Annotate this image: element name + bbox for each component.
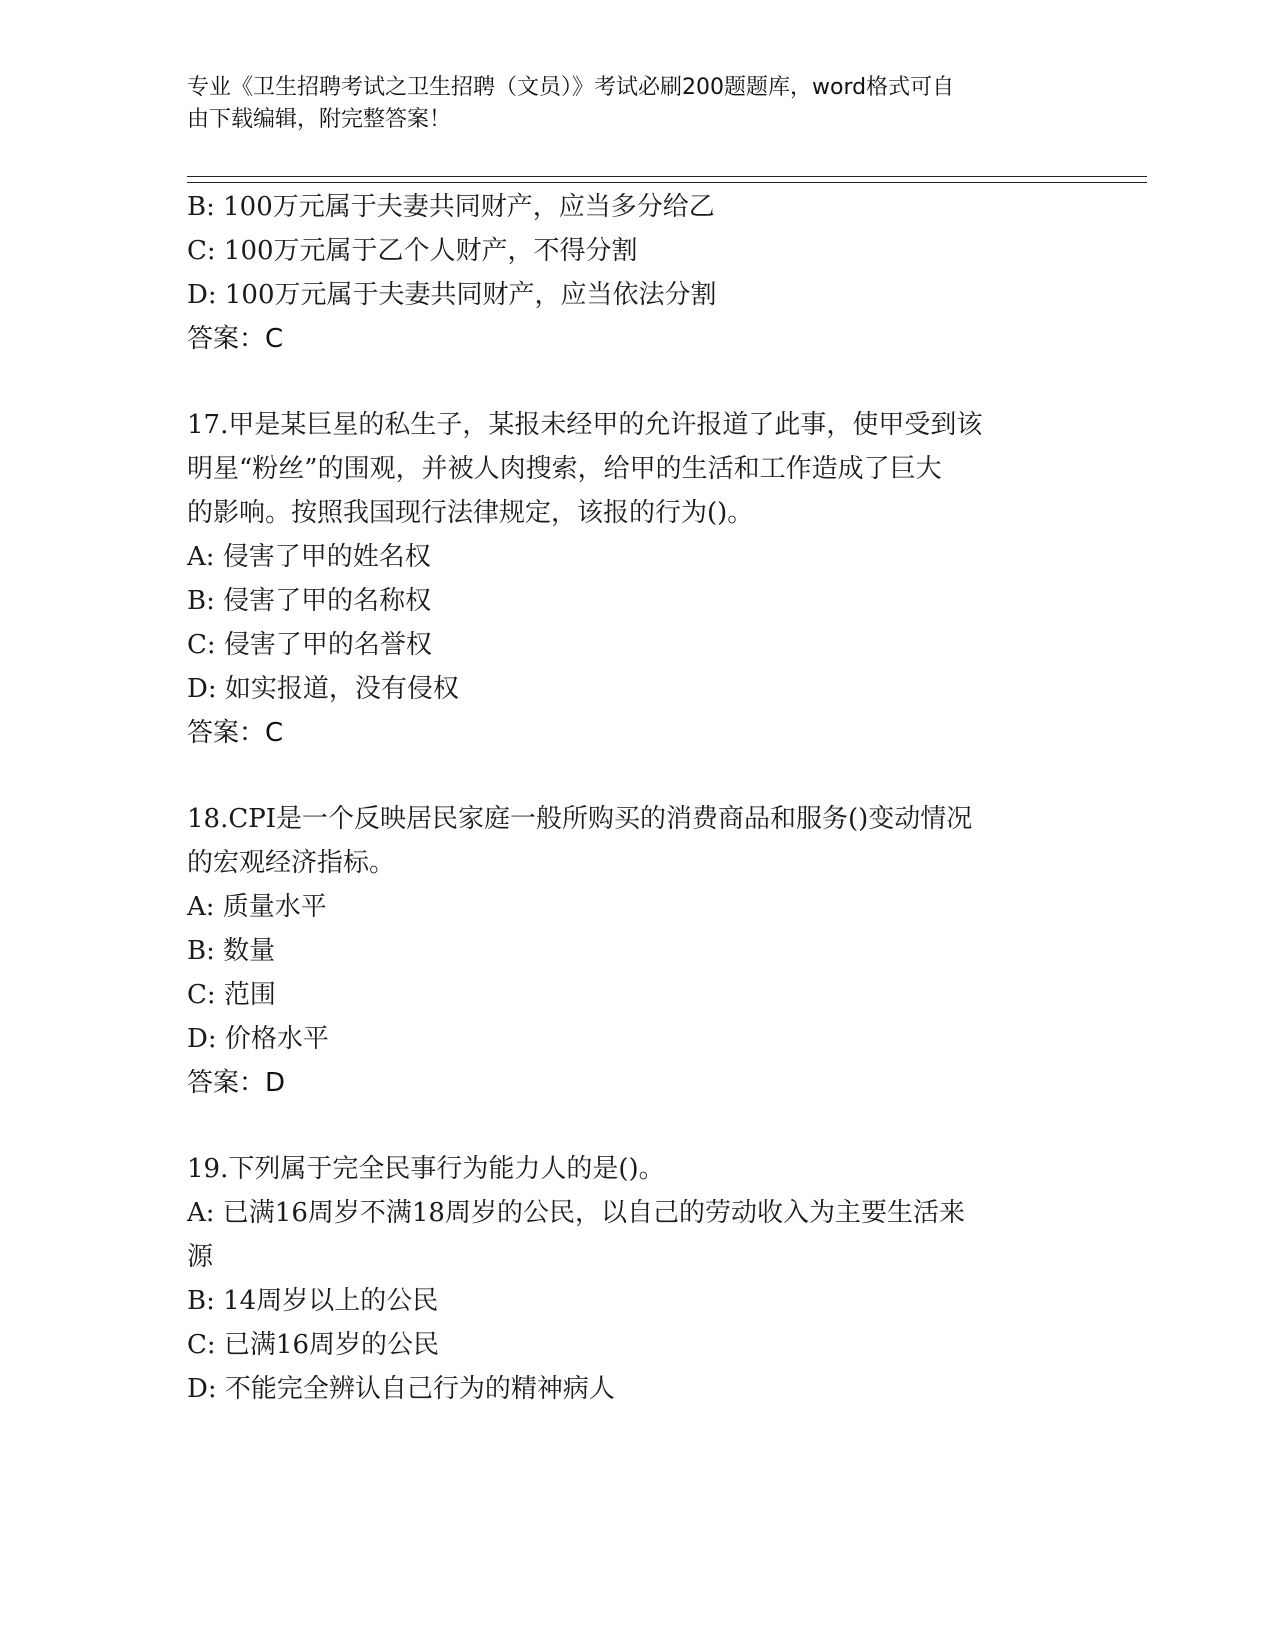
- header-line-2: 由下载编辑，附完整答案！: [187, 107, 452, 132]
- q17-option-a: A: 侵害了甲的姓名权: [187, 542, 431, 572]
- q17-option-b: B: 侵害了甲的名称权: [187, 586, 432, 616]
- q19-option-d: D: 不能完全辨认自己行为的精神病人: [187, 1374, 615, 1404]
- q17-option-d: D: 如实报道，没有侵权: [187, 674, 459, 704]
- q17-stem-line-2: 明星“粉丝”的围观，并被人肉搜索，给甲的生活和工作造成了巨大: [187, 454, 942, 484]
- header-line-1: 专业《卫生招聘考试之卫生招聘（文员）》考试必刷200题题库，word格式可自: [187, 75, 955, 100]
- q19-option-a: A: 已满16周岁不满18周岁的公民，以自己的劳动收入为主要生活来: [187, 1198, 965, 1228]
- q17-option-c: C: 侵害了甲的名誉权: [187, 630, 432, 660]
- q16-answer: 答案：C: [187, 324, 284, 354]
- q17-stem-line-3: 的影响。按照我国现行法律规定，该报的行为()。: [187, 498, 754, 528]
- q16-option-b: B: 100万元属于夫妻共同财产，应当多分给乙: [187, 192, 715, 222]
- q17-stem-line-1: 17.甲是某巨星的私生子，某报未经甲的允许报道了此事，使甲受到该: [187, 410, 983, 440]
- q18-answer: 答案：D: [187, 1068, 286, 1098]
- q19-option-c: C: 已满16周岁的公民: [187, 1330, 440, 1360]
- q17-answer: 答案：C: [187, 718, 284, 748]
- q18-stem-line-1: 18.CPI是一个反映居民家庭一般所购买的消费商品和服务()变动情况: [187, 804, 973, 834]
- q19-option-a-continued: 源: [187, 1242, 214, 1272]
- q16-option-d: D: 100万元属于夫妻共同财产，应当依法分割: [187, 280, 717, 310]
- q18-option-d: D: 价格水平: [187, 1024, 329, 1054]
- q16-option-c: C: 100万元属于乙个人财产，不得分割: [187, 236, 638, 266]
- q18-option-b: B: 数量: [187, 936, 276, 966]
- q18-stem-line-2: 的宏观经济指标。: [187, 848, 396, 878]
- q19-stem-line-1: 19.下列属于完全民事行为能力人的是()。: [187, 1154, 665, 1184]
- header-divider-bottom: [187, 182, 1147, 183]
- q18-option-c: C: 范围: [187, 980, 276, 1010]
- header-divider-top: [187, 176, 1147, 177]
- q18-option-a: A: 质量水平: [187, 892, 327, 922]
- document-header: [187, 72, 1067, 136]
- q19-option-b: B: 14周岁以上的公民: [187, 1286, 439, 1316]
